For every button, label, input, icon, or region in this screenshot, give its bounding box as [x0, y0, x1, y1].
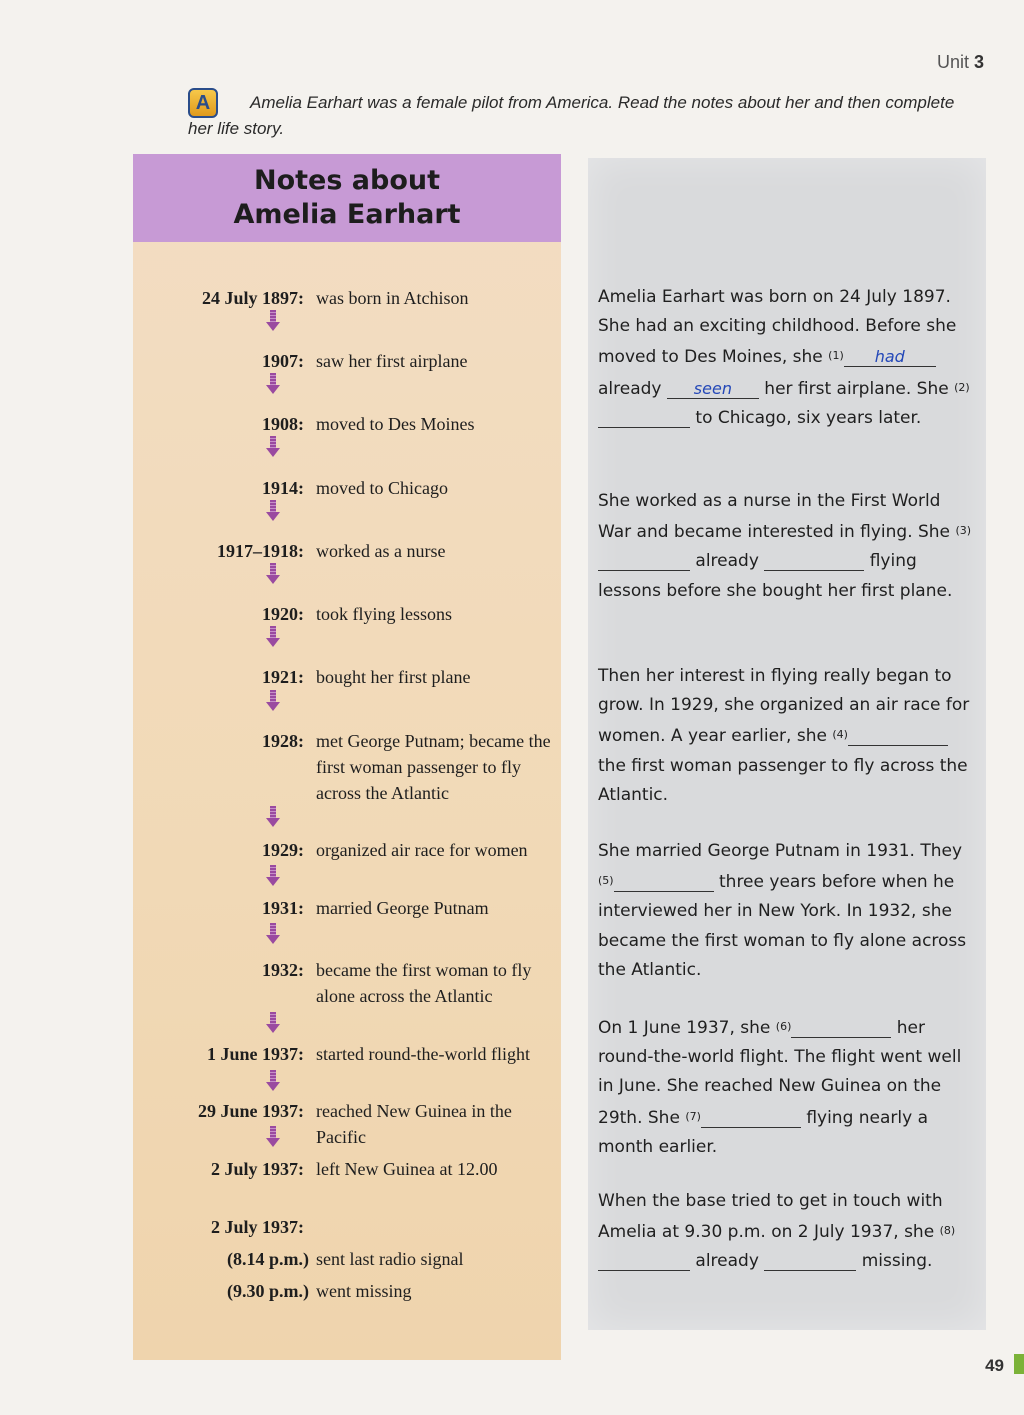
timeline-event: took flying lessons [316, 604, 453, 624]
section-badge: A [188, 88, 218, 118]
timeline-event: worked as a nurse [316, 541, 446, 561]
answer-blank-3[interactable] [598, 552, 690, 571]
timeline-date: 1917–1918: [217, 541, 304, 561]
answer-blank-4[interactable] [848, 727, 948, 746]
timeline-event: started round-the-world flight [316, 1044, 530, 1064]
timeline-event: was born in Atchison [316, 288, 469, 308]
timeline-event: went missing [316, 1281, 412, 1301]
down-arrow-icon [268, 806, 278, 828]
down-arrow-icon [268, 436, 278, 458]
timeline-event: sent last radio signal [316, 1249, 464, 1269]
down-arrow-icon [268, 500, 278, 522]
timeline-date: 1929: [262, 840, 304, 860]
timeline-date: 29 June 1937: [197, 1101, 304, 1121]
answer-blank-8b[interactable] [764, 1252, 856, 1271]
answer-blank-1[interactable]: had [844, 348, 936, 367]
answer-blank-6[interactable] [791, 1019, 891, 1038]
timeline-event: became the first woman to fly alone across the Atlantic [316, 960, 532, 1006]
timeline-date: 1928: [262, 731, 304, 751]
timeline-event: left New Guinea at 12.00 [316, 1159, 498, 1179]
answer-blank-1b[interactable]: seen [667, 380, 759, 399]
page-marker [1014, 1354, 1024, 1374]
down-arrow-icon [268, 690, 278, 712]
notes-panel [133, 154, 561, 1360]
answer-blank-8[interactable] [598, 1252, 690, 1271]
down-arrow-icon [268, 373, 278, 395]
answer-blank-2[interactable] [598, 409, 690, 428]
answer-blank-5[interactable] [614, 873, 714, 892]
timeline-date: 1 June 1937: [206, 1044, 304, 1064]
timeline-date: 1932: [262, 960, 304, 980]
story-paragraph-5: On 1 June 1937, she (6) her round-the-world flight. The flight went well in June. She reached New Guinea on the 29th. She (7) flying nearly a month earlier. [598, 1018, 962, 1157]
answer-blank-3b[interactable] [764, 552, 864, 571]
down-arrow-icon [268, 923, 278, 945]
timeline-date: 1920: [262, 604, 304, 624]
down-arrow-icon [268, 1070, 278, 1092]
timeline-date: 1908: [262, 414, 304, 434]
timeline-date: 24 July 1897: [201, 288, 304, 308]
down-arrow-icon [268, 563, 278, 585]
timeline-event: reached New Guinea in the Pacific [316, 1101, 512, 1147]
story-paragraph-2: She worked as a nurse in the First World War and became interested in flying. She (3) already flying lessons before she bought her first plane. [598, 491, 972, 601]
timeline-event: bought her first plane [316, 667, 471, 687]
timeline-date: 2 July 1937: [210, 1217, 304, 1237]
timeline-date: 2 July 1937: [210, 1159, 304, 1179]
unit-label: Unit 3 [936, 52, 984, 72]
down-arrow-icon [268, 865, 278, 887]
story-paragraph-4: She married George Putnam in 1931. They (5) three years before when he interviewed her in New York. In 1932, she became the first woman to fly alone across the Atlantic. [598, 841, 967, 980]
timeline-date: (8.14 p.m.) [227, 1249, 309, 1269]
page-number: 49 [985, 1356, 1004, 1375]
timeline-date: (9.30 p.m.) [227, 1281, 309, 1301]
timeline-event: met George Putnam; became the first woman passenger to fly across the Atlantic [316, 731, 551, 803]
timeline [133, 154, 561, 1360]
timeline-event: saw her first airplane [316, 351, 468, 371]
timeline-date: 1931: [262, 898, 304, 918]
down-arrow-icon [268, 310, 278, 332]
timeline-date: 1907: [262, 351, 304, 371]
timeline-event: married George Putnam [316, 898, 489, 918]
story-paragraph-6: When the base tried to get in touch with Amelia at 9.30 p.m. on 2 July 1937, she (8) already missing. [598, 1191, 956, 1272]
story-paragraph-1: Amelia Earhart was born on 24 July 1897. She had an exciting childhood. Before she moved to Des Moines, she (1) had already seen her first airplane. She (2) to Chicago, six years later. [598, 287, 970, 428]
down-arrow-icon [268, 626, 278, 648]
exercise-instruction: Amelia Earhart was a female pilot from America. Read the notes about her and then complete her life story. [188, 93, 955, 138]
timeline-date: 1921: [262, 667, 304, 687]
down-arrow-icon [268, 1012, 278, 1034]
down-arrow-icon [268, 1126, 278, 1148]
timeline-event: moved to Des Moines [316, 414, 475, 434]
timeline-date: 1914: [262, 478, 304, 498]
notes-title: Notes about Amelia Earhart [133, 154, 561, 242]
timeline-event: organized air race for women [316, 840, 528, 860]
answer-blank-7[interactable] [701, 1109, 801, 1128]
story-paragraph-3: Then her interest in flying really began to grow. In 1929, she organized an air race for women. A year earlier, she (4) the first woman passenger to fly across the Atlantic. [598, 666, 970, 805]
timeline-event: moved to Chicago [316, 478, 448, 498]
